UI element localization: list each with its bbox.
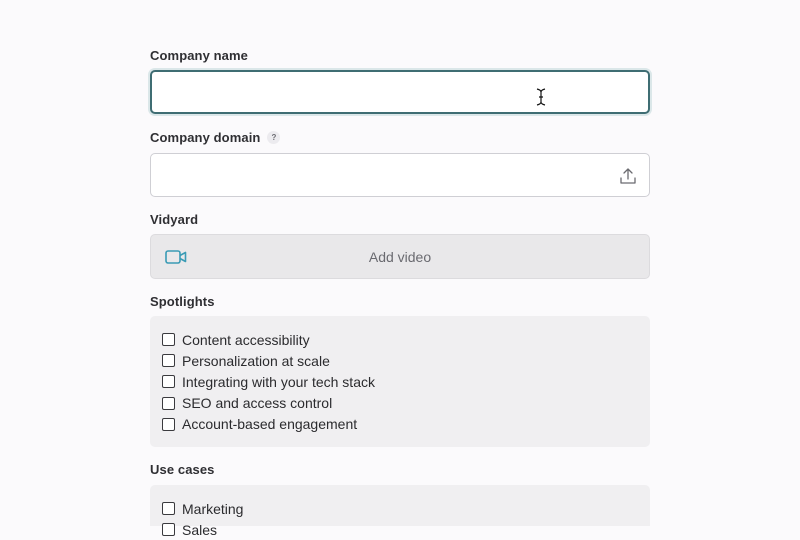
- use-case-option[interactable]: [162, 498, 638, 519]
- option-label: Marketing: [182, 500, 244, 517]
- upload-icon[interactable]: [619, 167, 637, 185]
- use-cases-label: [150, 462, 215, 477]
- help-icon[interactable]: ?: [267, 131, 280, 144]
- text-cursor-icon: [536, 88, 546, 106]
- option-label: Account-based engagement: [182, 416, 358, 433]
- company-domain-label-text: Company domain: [150, 130, 261, 145]
- checkbox[interactable]: [162, 375, 175, 388]
- checkbox[interactable]: [162, 397, 175, 410]
- checkbox[interactable]: [162, 333, 175, 346]
- company-name-input[interactable]: [150, 70, 650, 114]
- add-video-label: Add video: [368, 248, 432, 265]
- spotlight-option[interactable]: [162, 371, 638, 392]
- option-label: Personalization at scale: [182, 352, 330, 369]
- checkbox[interactable]: [162, 502, 175, 515]
- option-label: Sales: [182, 521, 218, 538]
- spotlight-option[interactable]: [162, 414, 638, 435]
- vidyard-label: [150, 212, 198, 227]
- spotlights-panel: [150, 316, 650, 447]
- spotlight-option[interactable]: [162, 350, 638, 371]
- video-camera-icon: [165, 249, 187, 265]
- company-name-label-text: Company name: [150, 48, 249, 63]
- use-cases-label-text: Use cases: [150, 462, 215, 477]
- checkbox[interactable]: [162, 523, 175, 536]
- spotlights-label: [150, 294, 215, 309]
- checkbox[interactable]: [162, 354, 175, 367]
- use-case-option[interactable]: [162, 519, 638, 540]
- company-domain-label: [150, 130, 280, 145]
- spotlights-label-text: Spotlights: [150, 294, 215, 309]
- use-cases-panel: [150, 485, 650, 538]
- option-label: Content accessibility: [182, 331, 310, 348]
- spotlight-option[interactable]: [162, 329, 638, 350]
- spotlight-option[interactable]: [162, 393, 638, 414]
- option-label: SEO and access control: [182, 395, 333, 412]
- company-name-label: [150, 48, 248, 63]
- checkbox[interactable]: [162, 418, 175, 431]
- company-domain-input[interactable]: [150, 153, 650, 197]
- vidyard-label-text: Vidyard: [150, 212, 199, 227]
- option-label: Integrating with your tech stack: [182, 373, 375, 390]
- add-video-button[interactable]: [150, 234, 650, 279]
